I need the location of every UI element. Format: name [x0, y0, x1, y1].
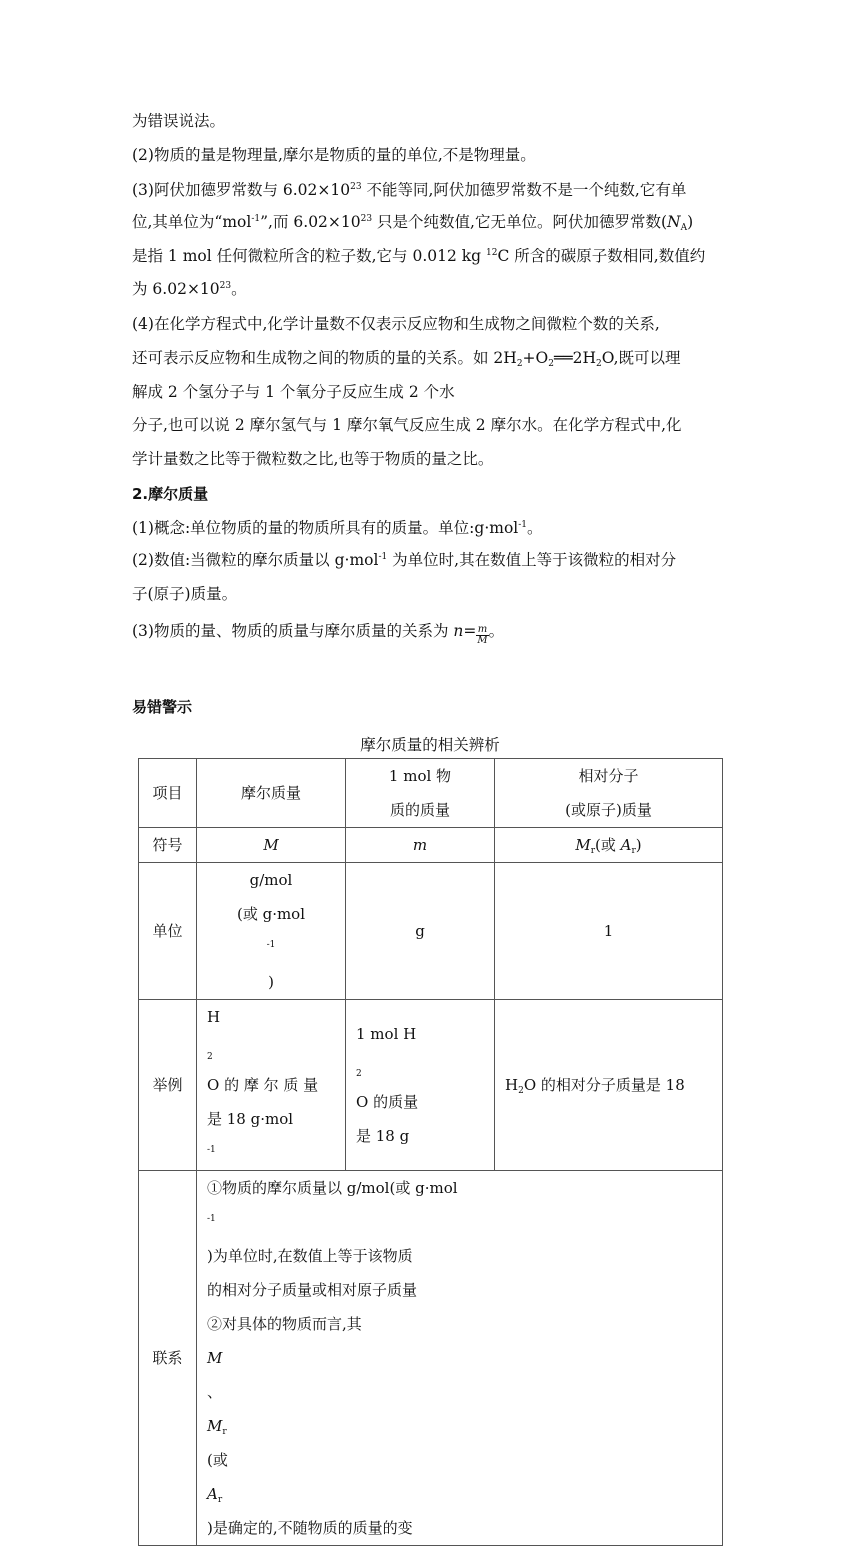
subscript: 2	[596, 359, 602, 369]
warning-heading: 易错警示	[132, 698, 193, 716]
text-line	[132, 518, 543, 538]
table-caption: 摩尔质量的相关辨析	[360, 736, 500, 754]
cell-line	[356, 1017, 488, 1119]
text-line	[132, 550, 676, 570]
text-span: H	[207, 1008, 221, 1026]
superscript: -1	[378, 552, 388, 562]
text-span: (1)概念:单位物质的量的物质所具有的质量。单位:g·mol	[132, 519, 519, 537]
table-row	[139, 1000, 723, 1171]
cell-line	[207, 1000, 339, 1102]
text-span: 。	[231, 280, 247, 298]
table-row	[139, 863, 723, 1000]
text-line: 分子,也可以说 2 摩尔氢气与 1 摩尔氧气反应生成 2 摩尔水。在化学方程式中,化	[132, 416, 682, 434]
italic-symbol: M	[263, 836, 279, 854]
text-line	[132, 279, 247, 299]
table-cell	[346, 759, 495, 828]
cell-line: 1 mol 物	[388, 767, 452, 785]
cell-line: 质的质量	[389, 801, 450, 819]
text-span: (2)数值:当微粒的摩尔质量以 g·mol	[132, 551, 379, 569]
text-line	[132, 246, 705, 266]
superscript: 23	[350, 182, 362, 192]
text-line: (4)在化学方程式中,化学计量数不仅表示反应物和生成物之间微粒个数的关系,	[132, 315, 660, 333]
table-cell	[346, 1000, 495, 1171]
italic-symbol: M	[207, 1417, 223, 1435]
cell-line: g/mol	[249, 871, 293, 889]
superscript: -1	[207, 1214, 216, 1224]
text-span: ①物质的摩尔质量以 g/mol(或 g·mol	[207, 1179, 458, 1197]
text-span: 。	[488, 622, 505, 640]
text-span: O 的 摩 尔 质 量	[207, 1076, 319, 1094]
text-span: 还可表示反应物和生成物之间的物质的量的关系。如 2H	[132, 349, 517, 367]
section-heading: 2.摩尔质量	[132, 485, 209, 503]
table-cell	[346, 828, 495, 863]
table-cell	[495, 1000, 723, 1171]
text-span: 是 18 g·mol	[207, 1110, 294, 1128]
text-span: ”,而 6.02×10	[260, 213, 361, 231]
table-cell: 单位	[139, 863, 197, 1000]
superscript: -1	[266, 940, 276, 950]
text-span: (或	[595, 836, 621, 854]
italic-symbol: M	[575, 836, 591, 854]
text-span: )	[268, 973, 274, 991]
text-span: 、	[207, 1383, 223, 1401]
subscript: 2	[518, 1086, 524, 1096]
fraction-numerator: m	[477, 624, 488, 635]
cell-line	[207, 1102, 339, 1170]
text-span: 。	[527, 519, 543, 537]
text-span: )为单位时,在数值上等于该物质	[207, 1247, 413, 1265]
italic-symbol: N	[667, 213, 681, 231]
text-span: (或	[207, 1451, 228, 1469]
superscript: -1	[251, 214, 261, 224]
subscript: 2	[516, 359, 523, 369]
text-span: +O	[522, 349, 549, 367]
italic-symbol: A	[620, 836, 632, 854]
italic-symbol: n	[453, 622, 464, 640]
cell-line: 的相对分子质量或相对原子质量	[207, 1281, 418, 1299]
subscript: r	[222, 1427, 227, 1437]
table-cell: 符号	[139, 828, 197, 863]
text-span: C 所含的碳原子数相同,数值约	[497, 247, 706, 265]
text-span: 不能等同,阿伏加德罗常数不是一个纯数,它有单	[361, 181, 687, 199]
text-span: 为 6.02×10	[132, 280, 220, 298]
table-cell: 联系	[139, 1171, 197, 1546]
text-span: =	[463, 622, 477, 640]
text-line: 学计量数之比等于微粒数之比,也等于物质的量之比。	[132, 450, 494, 468]
subscript: 2	[548, 359, 554, 369]
text-span: (3)物质的量、物质的质量与摩尔质量的关系为	[132, 622, 454, 640]
subscript: 2	[356, 1069, 362, 1079]
superscript: -1	[207, 1145, 216, 1155]
cell-line: 是 18 g	[356, 1127, 410, 1145]
text-span: 是指 1 mol 任何微粒所含的粒子数,它与 0.012 kg	[132, 247, 487, 265]
cell-line	[207, 1171, 716, 1273]
cell-line	[203, 897, 339, 999]
table-cell: 举例	[139, 1000, 197, 1171]
subscript: A	[680, 223, 688, 233]
text-span: O,既可以理	[601, 349, 681, 367]
text-span: )	[635, 836, 642, 854]
text-line	[132, 348, 681, 368]
subscript: r	[217, 1495, 223, 1505]
superscript: 23	[360, 214, 373, 224]
italic-symbol: M	[207, 1349, 223, 1367]
text-span: )	[687, 213, 694, 231]
text-line	[132, 212, 693, 232]
fraction-denominator: M	[477, 635, 488, 646]
text-span: 1 mol H	[356, 1025, 417, 1043]
text-span: 只是个纯数值,它无单位。阿伏加德罗常数(	[372, 213, 667, 231]
text-span: O 的质量	[356, 1093, 419, 1111]
superscript: 23	[219, 281, 232, 291]
text-line: 子(原子)质量。	[132, 585, 238, 603]
italic-symbol: m	[412, 836, 428, 854]
text-span: 为单位时,其在数值上等于该微粒的相对分	[387, 551, 677, 569]
fraction	[476, 625, 488, 646]
text-span: H	[505, 1076, 519, 1094]
table-cell: 摩尔质量	[197, 759, 346, 828]
subscript: r	[590, 846, 596, 856]
table-cell: 项目	[139, 759, 197, 828]
table-row	[139, 759, 723, 828]
italic-symbol: A	[207, 1485, 218, 1503]
table-cell	[495, 759, 723, 828]
table-cell: 1	[495, 863, 723, 1000]
text-line	[132, 180, 686, 200]
comparison-table	[138, 758, 723, 1546]
cell-line: 相对分子	[578, 767, 639, 785]
table-cell: g	[346, 863, 495, 1000]
table-cell	[197, 863, 346, 1000]
text-line: 解成 2 个氢分子与 1 个氧分子反应生成 2 个水	[132, 383, 455, 401]
formula-line	[132, 621, 504, 646]
table-row	[139, 1171, 723, 1546]
text-line: (2)物质的量是物理量,摩尔是物质的量的单位,不是物理量。	[132, 146, 536, 164]
table-row	[139, 828, 723, 863]
text-span: (3)阿伏加德罗常数与 6.02×10	[132, 181, 351, 199]
subscript: 2	[207, 1052, 213, 1062]
text-span: O 的相对分子质量是 18	[523, 1076, 685, 1094]
cell-line: (或原子)质量	[565, 801, 652, 819]
table-cell	[495, 828, 723, 863]
table-cell	[197, 828, 346, 863]
table-cell	[197, 1000, 346, 1171]
table-cell	[197, 1171, 723, 1546]
text-span: ②对具体的物质而言,其	[207, 1315, 362, 1333]
text-span: ══2H	[553, 349, 597, 367]
superscript: -1	[518, 520, 528, 530]
cell-line	[207, 1307, 716, 1545]
text-line: 为错误说法。	[132, 112, 226, 130]
text-span: )是确定的,不随物质的质量的变	[207, 1519, 413, 1537]
subscript: r	[631, 846, 636, 856]
text-span: (或 g·mol	[236, 905, 306, 923]
text-span: 位,其单位为“mol	[132, 213, 252, 231]
superscript: 12	[486, 248, 498, 258]
